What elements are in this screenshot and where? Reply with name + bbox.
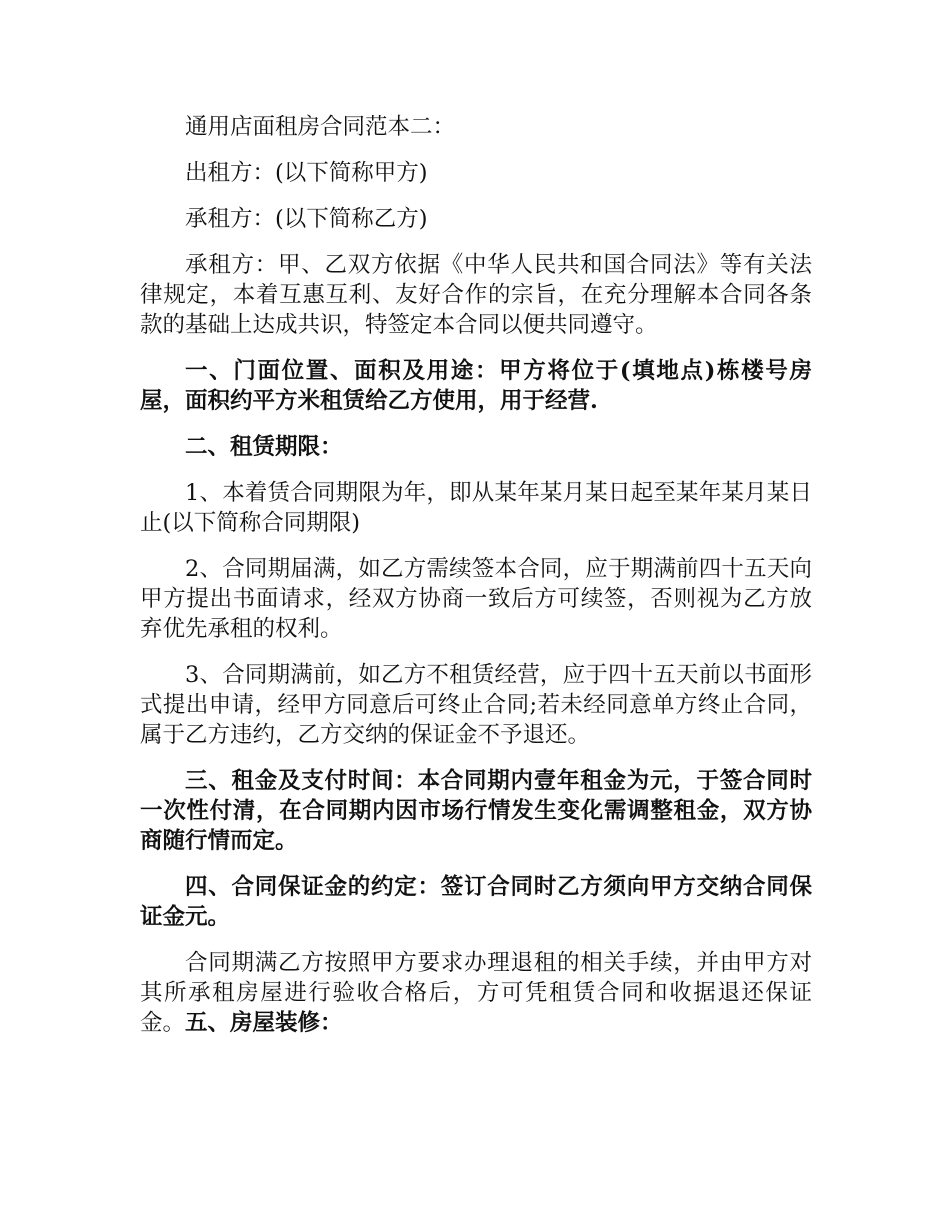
lessee-line: 承租方：(以下简称乙方) — [185, 206, 428, 232]
section-2-heading: 二、租赁期限： — [185, 434, 343, 460]
document-page — [140, 112, 812, 1054]
deposit-return-paragraph — [140, 948, 812, 1038]
deposit-return-text: 合同期满乙方按照甲方要求办理退租的相关手续，并由甲方对其所承租房屋进行验收合格后，方可凭租赁合同和收据退还保证金。 — [140, 950, 812, 1036]
section-1-location: 一、门面位置、面积及用途：甲方将位于(填地点)栋楼号房屋，面积约平方米租赁给乙方使用，用于经营. — [140, 358, 812, 414]
lessor-line: 出租方：(以下简称甲方) — [185, 160, 428, 186]
doc-title: 通用店面租房合同范本二： — [185, 114, 456, 140]
clause-2-2: 2、合同期届满，如乙方需续签本合同，应于期满前四十五天向甲方提出书面请求，经双方协商一致后方可续签，否则视为乙方放弃优先承租的权利。 — [140, 556, 812, 642]
section-5-heading: 五、房屋装修： — [185, 1010, 343, 1036]
preamble-paragraph: 承租方：甲、乙双方依据《中华人民共和国合同法》等有关法律规定，本着互惠互利、友好合作的宗旨，在充分理解本合同各条款的基础上达成共识，特签定本合同以便共同遵守。 — [140, 252, 812, 338]
section-3-rent: 三、租金及支付时间：本合同期内壹年租金为元，于签合同时一次性付清，在合同期内因市场行情发生变化需调整租金，双方协商随行情而定。 — [140, 768, 812, 854]
section-4-deposit: 四、合同保证金的约定：签订合同时乙方须向甲方交纳合同保证金元。 — [140, 874, 812, 930]
clause-2-1: 1、本着赁合同期限为年，即从某年某月某日起至某年某月某日止(以下简称合同期限) — [140, 480, 812, 536]
clause-2-3: 3、合同期满前，如乙方不租赁经营，应于四十五天前以书面形式提出申请，经甲方同意后可终止合同;若未经同意单方终止合同，属于乙方违约，乙方交纳的保证金不予退还。 — [140, 662, 812, 748]
